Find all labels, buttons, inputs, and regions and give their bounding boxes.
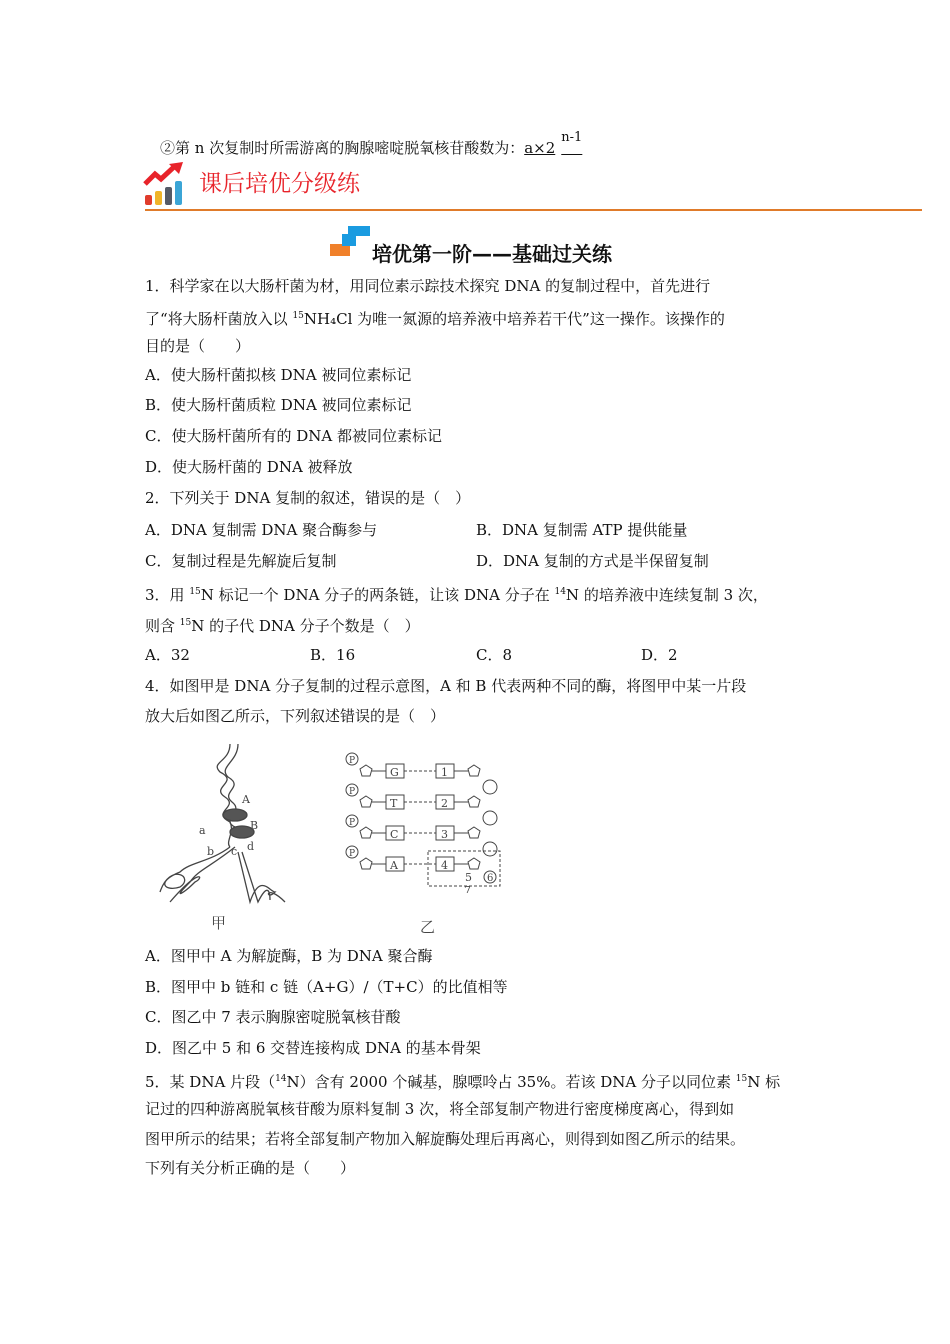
sugar-left-icon bbox=[360, 765, 372, 776]
label-5: 5 bbox=[465, 871, 472, 884]
phosphate-label: P bbox=[349, 756, 356, 766]
q4-option-d: D．图乙中 5 和 6 交替连接构成 DNA 的基本骨架 bbox=[145, 1039, 481, 1057]
q3-line1 bbox=[145, 582, 768, 605]
sugar-right-icon bbox=[468, 827, 480, 838]
base-label: G bbox=[390, 766, 399, 779]
t: N 标记一个 DNA 分子的两条链，让该 DNA 分子在 bbox=[200, 586, 555, 604]
sup: 15 bbox=[179, 618, 192, 628]
phosphate-right-icon bbox=[483, 842, 497, 856]
base-label: T bbox=[390, 797, 398, 810]
q5-line4: 下列有关分析正确的是（ ） bbox=[145, 1159, 356, 1177]
label-c: c bbox=[231, 845, 238, 858]
q4-line1: 4．如图甲是 DNA 分子复制的过程示意图，A 和 B 代表两种不同的酶，将图甲中某一片段 bbox=[145, 677, 747, 695]
growth-chart-icon bbox=[143, 162, 185, 206]
answer-exponent: n-1 bbox=[561, 130, 583, 145]
label-a: a bbox=[199, 824, 206, 837]
sugar-right-icon bbox=[468, 858, 480, 869]
phosphate-label: P bbox=[349, 818, 356, 828]
q1-option-c: C．使大肠杆菌所有的 DNA 都被同位素标记 bbox=[145, 427, 442, 445]
t: 了“将大肠杆菌放入以 bbox=[145, 310, 293, 328]
q1-line3: 目的是（ ） bbox=[145, 337, 251, 355]
phosphate-right-icon bbox=[483, 811, 497, 825]
section-divider bbox=[145, 209, 922, 211]
t: N）含有 2000 个碱基，腺嘌呤占 35%。若该 DNA 分子以同位素 bbox=[286, 1073, 736, 1091]
q2-option-d: D．DNA 复制的方式是半保留复制 bbox=[476, 552, 709, 570]
figure-jia-caption: 甲 bbox=[211, 914, 227, 932]
label-B: B bbox=[250, 819, 259, 832]
q1-line2 bbox=[145, 306, 725, 329]
figure-jia-replication bbox=[150, 742, 290, 907]
phosphate-right-icon bbox=[483, 780, 497, 794]
q2-option-c: C．复制过程是先解旋后复制 bbox=[145, 552, 337, 570]
t: NH₄Cl 为唯一氮源的培养液中培养若干代”这一操作。该操作的 bbox=[303, 310, 725, 328]
number-label: 3 bbox=[441, 828, 448, 841]
intro-line bbox=[160, 128, 604, 158]
label-7: 7 bbox=[464, 884, 471, 893]
q3-option-a: A．32 bbox=[145, 646, 190, 664]
sugar-right-icon bbox=[468, 796, 480, 807]
t: N 标 bbox=[747, 1073, 781, 1091]
number-label: 4 bbox=[441, 859, 448, 872]
q2-option-b: B．DNA 复制需 ATP 提供能量 bbox=[476, 521, 688, 539]
t: 3．用 bbox=[145, 586, 190, 604]
phosphate-label: P bbox=[349, 849, 356, 859]
figure-yi-dna-segment bbox=[340, 748, 505, 893]
answer-base: a×2 bbox=[524, 139, 556, 157]
q3-option-d: D．2 bbox=[641, 646, 678, 664]
t: N 的培养液中连续复制 3 次， bbox=[565, 586, 768, 604]
q1-option-d: D．使大肠杆菌的 DNA 被释放 bbox=[145, 458, 353, 476]
base-label: C bbox=[390, 828, 399, 841]
label-A: A bbox=[242, 793, 250, 806]
section-title: 课后培优分级练 bbox=[199, 171, 360, 197]
figure-yi-caption: 乙 bbox=[420, 918, 436, 936]
steps-icon bbox=[330, 226, 372, 258]
sup: 15 bbox=[292, 311, 304, 321]
q3-line2 bbox=[145, 613, 420, 636]
q1-option-a: A．使大肠杆菌拟核 DNA 被同位素标记 bbox=[145, 366, 412, 384]
sup: 14 bbox=[275, 1074, 287, 1084]
phosphate-label: P bbox=[349, 787, 356, 797]
q4-line2: 放大后如图乙所示，下列叙述错误的是（ ） bbox=[145, 707, 446, 725]
q5-line3: 图甲所示的结果；若将全部复制产物加入解旋酶处理后再离心，则得到如图乙所示的结果。 bbox=[145, 1130, 746, 1148]
t: N 的子代 DNA 分子个数是（ ） bbox=[191, 617, 420, 635]
intro-text: ②第 n 次复制时所需游离的胸腺嘧啶脱氧核苷酸数为： bbox=[160, 139, 525, 157]
q3-option-c: C．8 bbox=[476, 646, 513, 664]
sugar-left-icon bbox=[360, 827, 372, 838]
sup: 15 bbox=[189, 587, 201, 597]
number-label: 1 bbox=[441, 766, 448, 779]
t: 则含 bbox=[145, 617, 180, 635]
sugar-right-icon bbox=[468, 765, 480, 776]
q4-option-b: B．图甲中 b 链和 c 链（A+G）/（T+C）的比值相等 bbox=[145, 978, 508, 996]
q4-option-c: C．图乙中 7 表示胸腺密啶脱氧核苷酸 bbox=[145, 1008, 401, 1026]
label-b: b bbox=[207, 845, 215, 858]
intro-answer bbox=[524, 130, 604, 157]
label-6: 6 bbox=[487, 873, 494, 884]
q2-option-a: A．DNA 复制需 DNA 聚合酶参与 bbox=[145, 521, 378, 539]
base-label: A bbox=[390, 859, 398, 872]
subsection-title: 培优第一阶——基础过关练 bbox=[372, 242, 612, 266]
sup: 15 bbox=[735, 1074, 748, 1084]
q1-option-b: B．使大肠杆菌质粒 DNA 被同位素标记 bbox=[145, 396, 412, 414]
number-label: 2 bbox=[441, 797, 448, 810]
q5-line1 bbox=[145, 1069, 780, 1092]
q1-line1: 1．科学家在以大肠杆菌为材，用同位素示踪技术探究 DNA 的复制过程中，首先进行 bbox=[145, 277, 711, 295]
label-d: d bbox=[247, 840, 255, 853]
sup: 14 bbox=[554, 587, 566, 597]
t: 5．某 DNA 片段（ bbox=[145, 1073, 276, 1091]
sugar-left-icon bbox=[360, 796, 372, 807]
q2-stem: 2．下列关于 DNA 复制的叙述，错误的是（ ） bbox=[145, 489, 471, 507]
q5-line2: 记过的四种游离脱氧核苷酸为原料复制 3 次，将全部复制产物进行密度梯度离心，得到如 bbox=[145, 1100, 735, 1118]
q3-option-b: B．16 bbox=[310, 646, 356, 664]
sugar-left-icon bbox=[360, 858, 372, 869]
q4-option-a: A．图甲中 A 为解旋酶，B 为 DNA 聚合酶 bbox=[145, 947, 433, 965]
